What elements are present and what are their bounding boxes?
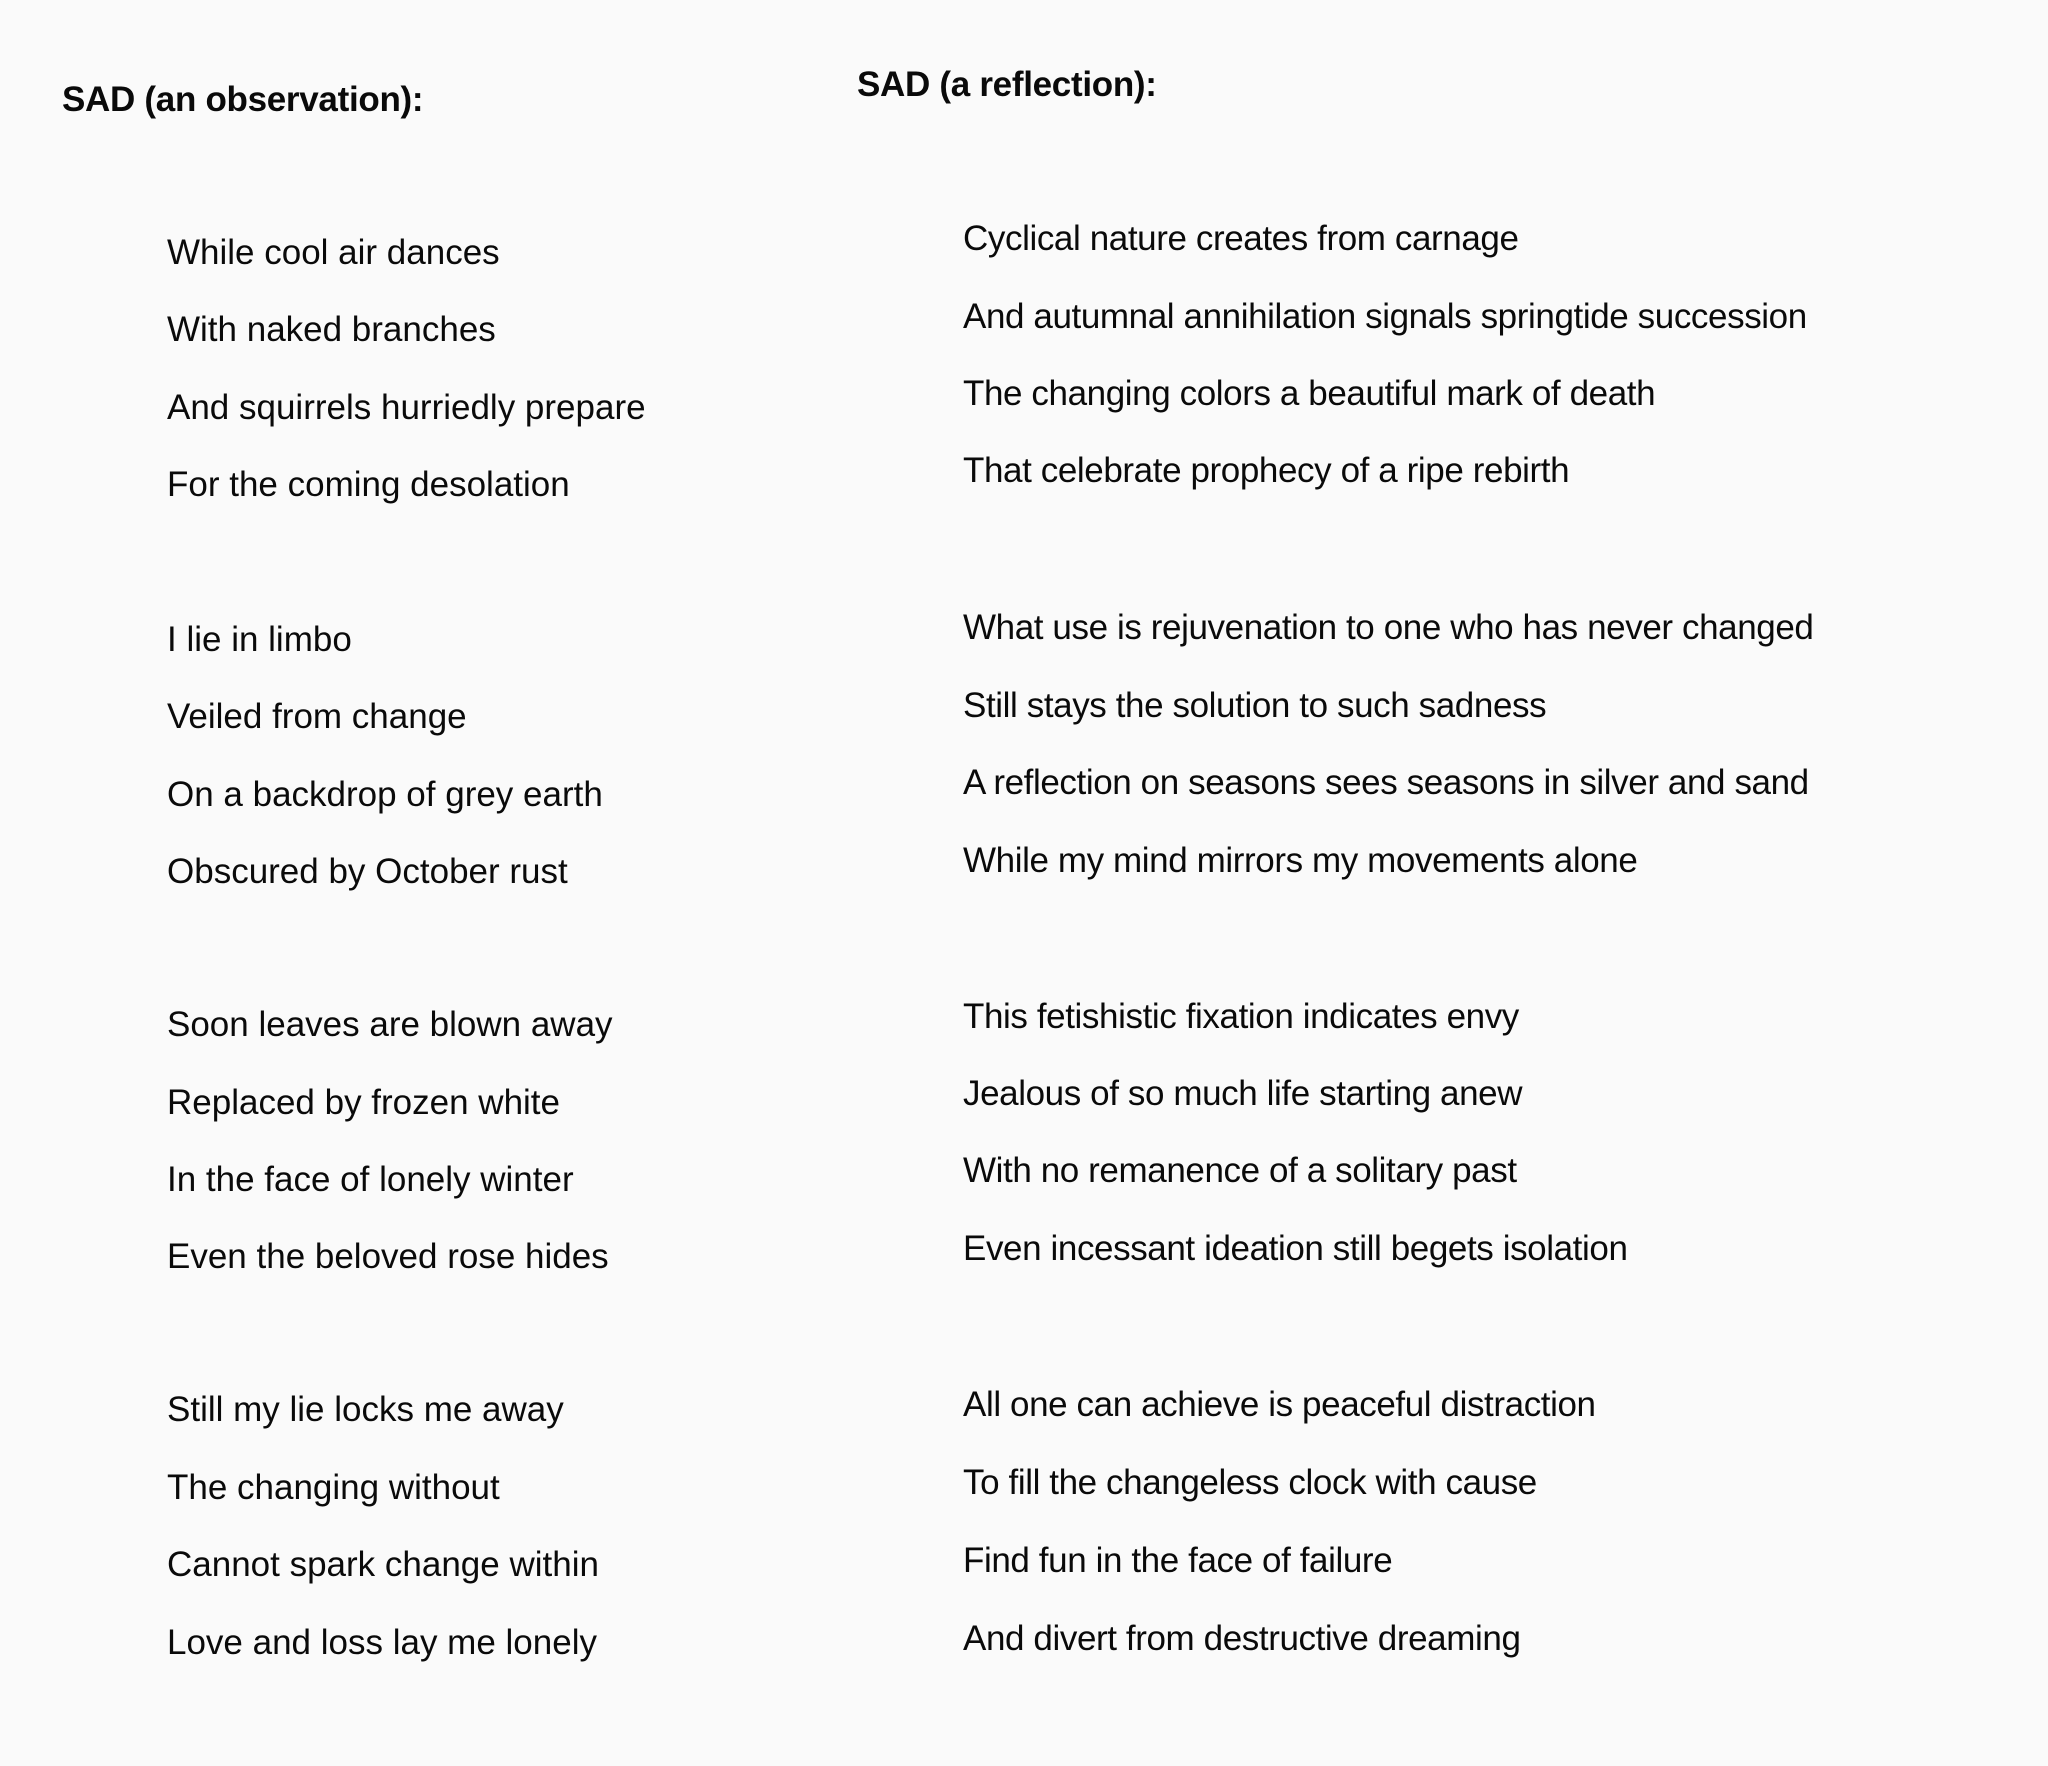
poem-line: A reflection on seasons sees seasons in silver and sand <box>963 763 1809 802</box>
poem-line: That celebrate prophecy of a ripe rebirth <box>963 451 1570 490</box>
poem-line: Still my lie locks me away <box>167 1390 564 1429</box>
poem-line: I lie in limbo <box>167 620 352 659</box>
poem-line: Veiled from change <box>167 697 467 736</box>
poem-line: Even the beloved rose hides <box>167 1237 609 1276</box>
poem-title: SAD (a reflection): <box>857 65 1157 104</box>
poem-title: SAD (an observation): <box>62 80 424 119</box>
poem-line: The changing without <box>167 1468 500 1507</box>
poem-line: With naked branches <box>167 310 496 349</box>
poem-line: To fill the changeless clock with cause <box>963 1463 1537 1502</box>
poem-line: Even incessant ideation still begets isolation <box>963 1229 1628 1268</box>
poem-line: Replaced by frozen white <box>167 1083 560 1122</box>
poem-line: On a backdrop of grey earth <box>167 775 603 814</box>
poem-line: Love and loss lay me lonely <box>167 1623 597 1662</box>
poem-line: While cool air dances <box>167 233 500 272</box>
poem-line: Cannot spark change within <box>167 1545 599 1584</box>
poem-line: In the face of lonely winter <box>167 1160 574 1199</box>
poem-line: Still stays the solution to such sadness <box>963 686 1547 725</box>
poem-line: Soon leaves are blown away <box>167 1005 613 1044</box>
poem-line: The changing colors a beautiful mark of death <box>963 374 1656 413</box>
poem-line: All one can achieve is peaceful distraction <box>963 1385 1596 1424</box>
poem-line: With no remanence of a solitary past <box>963 1151 1517 1190</box>
poem-line: For the coming desolation <box>167 465 570 504</box>
poem-line: And squirrels hurriedly prepare <box>167 388 646 427</box>
poem-line: While my mind mirrors my movements alone <box>963 841 1638 880</box>
poem-line: And autumnal annihilation signals springtide succession <box>963 297 1807 336</box>
poem-line: And divert from destructive dreaming <box>963 1619 1521 1658</box>
poem-line: Obscured by October rust <box>167 852 568 891</box>
poem-line: Cyclical nature creates from carnage <box>963 219 1519 258</box>
poem-line: What use is rejuvenation to one who has never changed <box>963 608 1814 647</box>
poem-line: Find fun in the face of failure <box>963 1541 1393 1580</box>
poem-line: This fetishistic fixation indicates envy <box>963 997 1519 1036</box>
poem-line: Jealous of so much life starting anew <box>963 1074 1523 1113</box>
